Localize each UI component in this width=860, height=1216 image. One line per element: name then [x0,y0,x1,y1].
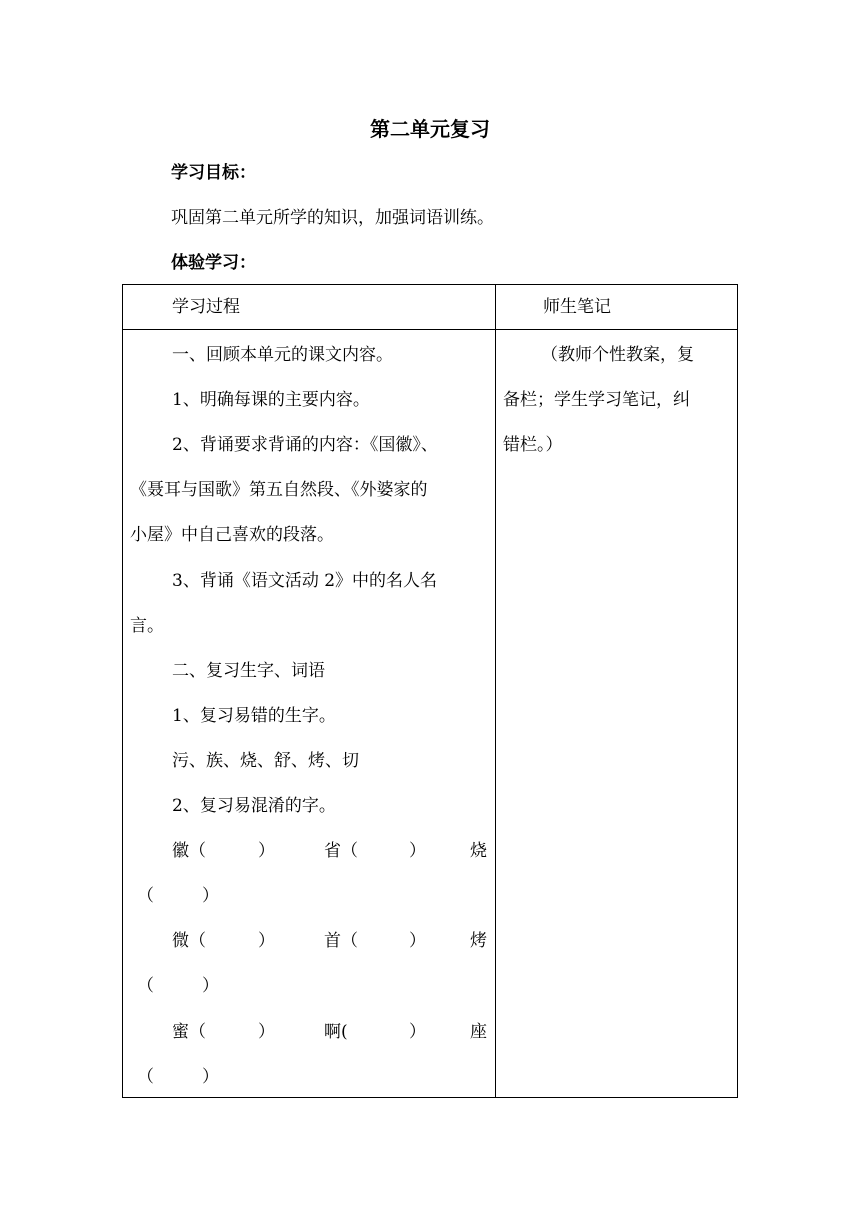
section-1-item-2-line-3: 小屋》中自己喜欢的段落。 [130,525,334,545]
exercise-row-1-close-1: ） [258,841,275,861]
section-1-item-3-line-2: 言。 [130,616,164,636]
exercise-row-3-close-2: ） [409,1022,426,1042]
notes-line-3: 错栏。） [503,435,563,455]
column-divider [495,285,496,1097]
section-2-item-2: 2、复习易混淆的字。 [172,796,336,816]
exercise-row-1-close-3: ） [202,886,219,906]
exercise-row-2-close-1: ） [258,931,275,951]
objectives-text: 巩固第二单元所学的知识，加强词语训练。 [171,208,494,228]
exercise-row-2-close-2: ） [409,931,426,951]
exercise-row-1-char-1: 徽（ [172,841,206,861]
study-table [122,284,738,1098]
exercise-row-2-char-3: 烤 [470,931,487,951]
exercise-row-1-close-2: ） [409,841,426,861]
header-divider [123,329,737,330]
section-1-item-2-line-2: 《聂耳与国歌》第五自然段、《外婆家的 [130,480,428,500]
exercise-row-3-char-2: 啊( [324,1022,348,1042]
exercise-row-3-close-3: ） [202,1067,219,1087]
section-2-title: 二、复习生字、词语 [172,661,325,681]
exercise-row-1-char-2: 省（ [324,841,358,861]
column-header-process: 学习过程 [172,297,240,317]
exercise-row-3-open-3: （ [137,1067,154,1087]
section-2-item-1: 1、复习易错的生字。 [172,706,336,726]
exercise-row-1-char-3: 烧 [470,841,487,861]
exercise-row-1-open-3: （ [137,886,154,906]
objectives-heading: 学习目标： [171,163,256,183]
exercise-row-2-char-1: 微（ [172,931,206,951]
section-1-item-2-line-1: 2、背诵要求背诵的内容：《国徽》、 [172,435,438,455]
experience-heading: 体验学习： [171,253,256,273]
exercise-row-2-open-3: （ [137,976,154,996]
exercise-row-2-close-3: ） [202,976,219,996]
section-1-title: 一、回顾本单元的课文内容。 [172,345,393,365]
page-title: 第二单元复习 [370,117,490,141]
exercise-row-3-close-1: ） [258,1022,275,1042]
exercise-row-3-char-3: 座 [470,1022,487,1042]
section-1-item-3-line-1: 3、背诵《语文活动 2》中的名人名 [172,571,438,591]
notes-line-2: 备栏；学生学习笔记，纠 [503,390,690,410]
notes-line-1: （教师个性教案，复 [541,345,694,365]
column-header-notes: 师生笔记 [543,297,611,317]
section-1-item-1: 1、明确每课的主要内容。 [172,390,370,410]
error-prone-characters: 污、族、烧、舒、烤、切 [172,751,359,771]
exercise-row-3-char-1: 蜜（ [172,1022,206,1042]
exercise-row-2-char-2: 首（ [324,931,358,951]
